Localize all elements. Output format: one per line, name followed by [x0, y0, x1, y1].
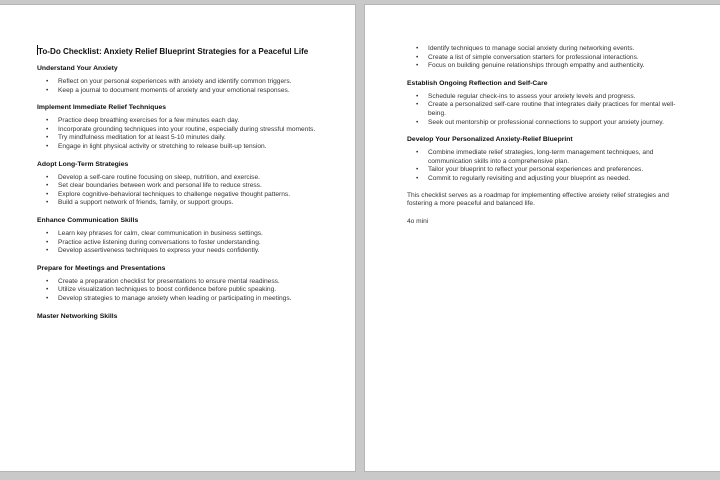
- list-item: • Incorporate grounding techniques into your routine, especially during stressful moments.: [58, 126, 322, 135]
- document-title-text: To-Do Checklist: Anxiety Relief Blueprint Strategies for a Peaceful Life: [38, 47, 309, 56]
- section-heading-develop-your-personalized-anxiety-relief-blueprint: Develop Your Personalized Anxiety-Relief Blueprint: [407, 136, 573, 144]
- list-item: • Create a personalized self-care routine that integrates daily practices for mental well-being.: [428, 101, 687, 118]
- list-item: • Schedule regular check-ins to assess your anxiety levels and progress.: [428, 93, 687, 102]
- list-item: • Utilize visualization techniques to boost confidence before public speaking.: [58, 286, 322, 295]
- list-item: • Tailor your blueprint to reflect your personal experiences and preferences.: [428, 166, 687, 175]
- list-item: • Develop strategies to manage anxiety when leading or participating in meetings.: [58, 295, 322, 304]
- list-item: • Learn key phrases for calm, clear communication in business settings.: [58, 230, 322, 239]
- section-heading-understand-your-anxiety: Understand Your Anxiety: [37, 65, 118, 72]
- right-sections: [407, 79, 687, 184]
- list-item: • Commit to regularly revisiting and adjusting your blueprint as needed.: [428, 175, 687, 184]
- list-item: • Engage in light physical activity or stretching to release built-up tension.: [58, 143, 322, 152]
- list-item: • Combine immediate relief strategies, long-term management techniques, and communication skills into a comprehensive plan.: [428, 149, 687, 166]
- list-item: • Seek out mentorship or professional connections to support your anxiety journey.: [428, 119, 687, 128]
- section-heading-prepare-for-meetings-and-presentations: Prepare for Meetings and Presentations: [37, 264, 166, 272]
- section-heading-master-networking-skills: Master Networking Skills: [37, 312, 118, 320]
- list-item: • Keep a journal to document moments of anxiety and your emotional responses.: [58, 87, 322, 96]
- list-item: • Develop assertiveness techniques to express your needs confidently.: [58, 247, 322, 256]
- closing-paragraph: This checklist serves as a roadmap for implementing effective anxiety relief strategies and fostering a more peaceful and balanced life.: [407, 191, 669, 208]
- list-item: • Practice deep breathing exercises for a few minutes each day.: [58, 117, 322, 126]
- bullet-list: [407, 149, 687, 183]
- list-item: • Build a support network of friends, family, or support groups.: [58, 199, 322, 208]
- list-item: • Identify techniques to manage social anxiety during networking events.: [428, 45, 687, 54]
- list-item: • Focus on building genuine relationships through empathy and authenticity.: [428, 62, 687, 71]
- model-footnote: 4o mini: [407, 217, 429, 225]
- bullet-list: [37, 278, 322, 304]
- continued-list: [407, 45, 687, 71]
- section-heading-implement-immediate-relief-techniques: Implement Immediate Relief Techniques: [37, 104, 167, 112]
- list-item: • Practice active listening during conversations to foster understanding.: [58, 239, 322, 248]
- document-page-right[interactable]: [364, 4, 720, 472]
- list-item: • Try mindfulness meditation for at least 5-10 minutes daily.: [58, 134, 322, 143]
- list-item: • Set clear boundaries between work and personal life to reduce stress.: [58, 182, 322, 191]
- list-item: • Create a preparation checklist for presentations to ensure mental readiness.: [58, 278, 322, 287]
- document-page-left[interactable]: [0, 4, 356, 472]
- list-item: • Explore cognitive-behavioral techniques to challenge negative thought patterns.: [58, 191, 322, 200]
- bullet-list: [37, 174, 322, 208]
- page-content: [407, 45, 687, 226]
- section-heading-adopt-long-term-strategies: Adopt Long-Term Strategies: [37, 160, 129, 168]
- bullet-list: [37, 78, 322, 95]
- left-sections: [37, 64, 322, 321]
- section-heading-enhance-communication-skills: Enhance Communication Skills: [37, 216, 139, 224]
- list-item: • Develop a self-care routine focusing on sleep, nutrition, and exercise.: [58, 174, 322, 183]
- page-content: [37, 45, 322, 326]
- bullet-list: [407, 93, 687, 127]
- bullet-list: [37, 117, 322, 151]
- list-item: • Create a list of simple conversation starters for professional interactions.: [428, 54, 687, 63]
- section-heading-establish-ongoing-reflection-and-self-care: Establish Ongoing Reflection and Self-Care: [407, 79, 548, 87]
- document-title: [37, 45, 322, 57]
- list-item: • Reflect on your personal experiences with anxiety and identify common triggers.: [58, 78, 322, 87]
- bullet-list: [37, 230, 322, 256]
